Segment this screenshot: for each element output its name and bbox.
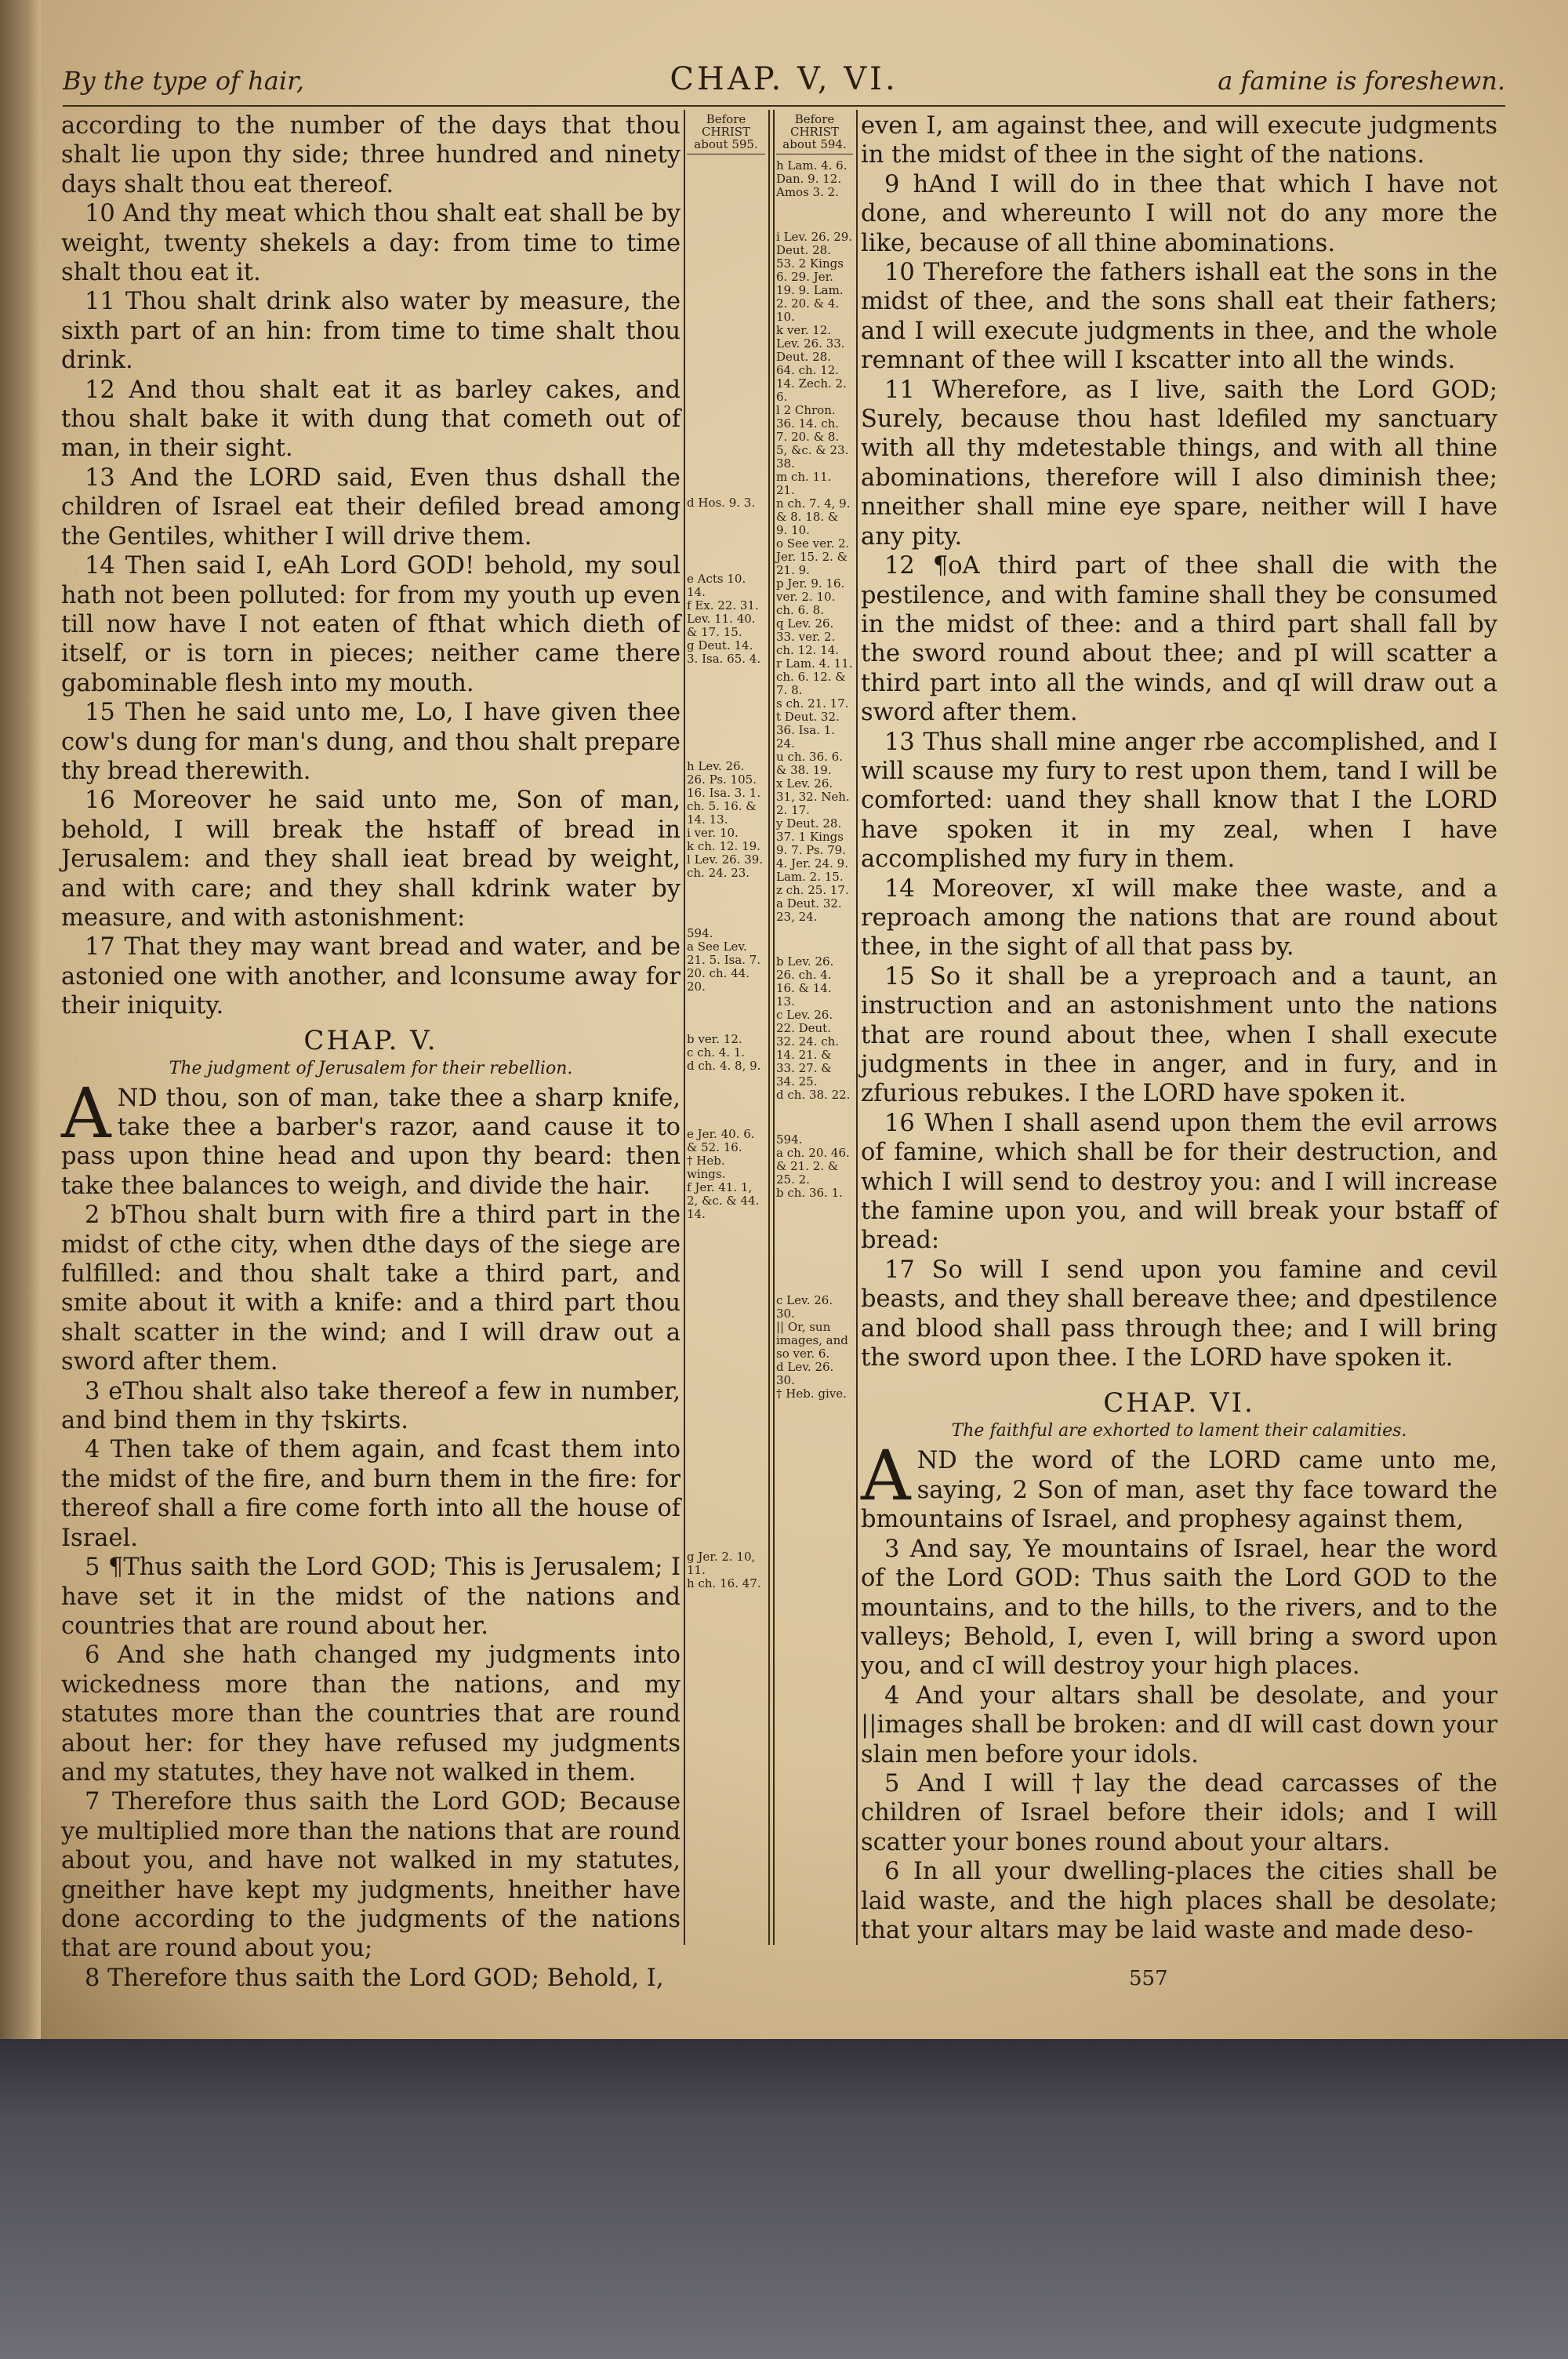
verse: even I, am against thee, and will execute judgments in the midst of thee in the sight of the nations. xyxy=(861,112,1497,169)
margin-head: Before CHRIST about 594. xyxy=(776,113,853,154)
reference: l Lev. 26. 39. ch. 24. 23. xyxy=(687,852,764,880)
verse: 11 Thou shalt drink also water by measure, the sixth part of an hin: from time to time shalt thou drink. xyxy=(61,288,681,375)
verse: 15 Then he said unto me, Lo, I have given thee cow's dung for man's dung, and thou shalt prepare thy bread therewith. xyxy=(61,699,681,785)
reference: † Heb. give. xyxy=(776,1387,847,1401)
verse: 12 And thou shalt eat it as barley cakes, and thou shalt bake it with dung that cometh out of man, in their sight. xyxy=(61,376,681,463)
reference: d ch. 4. 8, 9. xyxy=(687,1059,761,1073)
reference: k ch. 12. 19. xyxy=(687,839,760,853)
reference: b ch. 36. 1. xyxy=(776,1186,843,1200)
verse: 16 Moreover he said unto me, Son of man, behold, I will break the hstaff of bread in Jerusalem: and they shall ieat bread by weight, and with care; and they shall kdrink water by measure, and with astonishment: xyxy=(61,787,681,932)
verse: 6 In all your dwelling-places the cities shall be laid waste, and the high places shall be desolate; that your altars may be laid waste and made deso- xyxy=(861,1858,1497,1944)
margin-head: Before CHRIST about 595. xyxy=(687,113,765,154)
reference: k ver. 12. Lev. 26. 33. Deut. 28. 64. ch. 12. 14. Zech. 2. 6. xyxy=(776,323,847,404)
reference: t Deut. 32. 36. Isa. 1. 24. xyxy=(776,710,840,751)
reference: n ch. 7. 4, 9. & 8. 18. & 9. 10. xyxy=(776,496,851,537)
reference: b ver. 12. xyxy=(687,1032,742,1046)
verse: ND the word of the LORD came unto me, saying, 2 Son of man, aset thy face toward the bmountains of Israel, and prophesy against them, xyxy=(861,1447,1497,1534)
reference: u ch. 36. 6. & 38. 19. xyxy=(776,750,843,777)
chapter-heading: CHAP. V. xyxy=(303,1024,438,1056)
reference: c ch. 4. 1. xyxy=(687,1045,746,1060)
reference: y Deut. 28. 37. 1 Kings 9. 7. Ps. 79. 4. Jer. 24. 9. Lam. 2. 15. xyxy=(776,816,848,884)
verse: 17 That they may want bread and water, and be astonied one with another, and lconsume away for their iniquity. xyxy=(61,933,681,1020)
running-header xyxy=(63,61,1505,100)
verse: 5 ¶Thus saith the Lord GOD; This is Jerusalem; I have set it in the midst of the nations and countries that are round about her. xyxy=(61,1554,681,1640)
chapter-heading: CHAP. VI. xyxy=(1103,1387,1255,1419)
reference: q Lev. 26. 33. ver. 2. ch. 12. 14. xyxy=(776,616,840,657)
background-surface xyxy=(0,2039,1568,2359)
reference: e Acts 10. 14. xyxy=(687,572,746,599)
verse: 14 Moreover, xI will make thee waste, and a reproach among the nations that are round about thee, in the sight of all that pass by. xyxy=(861,874,1497,961)
reference: i ver. 10. xyxy=(687,826,739,840)
reference: d Lev. 26. 30. xyxy=(776,1360,834,1387)
drop-cap: A xyxy=(61,1072,111,1154)
chapter-summary: The faithful are exhorted to lament their calamities. xyxy=(951,1421,1407,1441)
verse: 10 And thy meat which thou shalt eat shall be by weight, twenty shekels a day: from time to time shalt thou eat it. xyxy=(61,200,681,287)
page-gutter xyxy=(0,0,41,2039)
reference: a ch. 20. 46. & 21. 2. & 25. 2. xyxy=(776,1146,850,1187)
reference: 594. xyxy=(687,926,713,940)
margin-rule-mid-a xyxy=(768,110,770,1945)
verse: 4 And your altars shall be desolate, and your ||images shall be broken: and dI will cast down your slain men before your idols. xyxy=(861,1681,1497,1768)
page-number: 557 xyxy=(1129,1967,1168,1990)
verse: 16 When I shall asend upon them the evil arrows of famine, which shall be for their destruction, and which I will send to destroy you: and I will increase the famine upon you, and will break your bstaff of bread: xyxy=(861,1109,1497,1255)
reference: m ch. 11. 21. xyxy=(776,470,832,497)
margin-references-right xyxy=(776,113,853,1401)
verse: ND thou, son of man, take thee a sharp knife, take thee a barber's razor, aand cause it to pass upon thine head and upon thy beard: then take thee balances to weigh, and divide the hair. xyxy=(61,1084,681,1200)
reference: h Lam. 4. 6. Dan. 9. 12. Amos 3. 2. xyxy=(776,158,848,199)
reference: x Lev. 26. 31, 32. Neh. 2. 17. xyxy=(776,776,850,817)
reference: † Heb. wings. xyxy=(687,1154,726,1181)
verse: 14 Then said I, eAh Lord GOD! behold, my soul hath not been polluted: for from my youth up even till now have I not eaten of fthat which dieth of itself, or is torn in pieces; neither came there gabominable flesh into my mouth. xyxy=(61,552,681,697)
left-column xyxy=(61,111,681,1993)
reference: s ch. 21. 17. xyxy=(776,696,849,711)
reference: o See ver. 2. Jer. 15. 2. & 21. 9. xyxy=(776,536,850,577)
verse: 9 hAnd I will do in thee that which I have not done, and whereunto I will not do any more the like, because of all thine abominations. xyxy=(861,170,1497,257)
header-chapter: CHAP. V, VI. xyxy=(670,61,898,97)
right-column xyxy=(861,111,1497,1945)
reference: l 2 Chron. 36. 14. ch. 7. 20. & 8. 5, &c. & 23. 38. xyxy=(776,403,849,471)
reference: h Lev. 26. 26. Ps. 105. 16. Isa. 3. 1. ch. 5. 16. & 14. 13. xyxy=(687,759,761,827)
verse: 11 Wherefore, as I live, saith the Lord GOD; Surely, because thou hast ldefiled my sanctuary with all thy mdetestable things, and with all thine abominations, therefore will I also diminish thee; nneither shall mine eye spare, neither will I have any pity. xyxy=(861,376,1497,551)
reference: i Lev. 26. 29. Deut. 28. 53. 2 Kings 6. 29. Jer. 19. 9. Lam. 2. 20. & 4. 10. xyxy=(776,230,853,324)
reference: d Hos. 9. 3. xyxy=(687,496,756,510)
reference: h ch. 16. 47. xyxy=(687,1576,761,1590)
header-right: a famine is foreshewn. xyxy=(1218,66,1505,96)
verse: 13 And the LORD said, Even thus dshall the children of Israel eat their defiled bread among the Gentiles, whither I will drive them. xyxy=(61,463,681,551)
header-left: By the type of hair, xyxy=(63,66,305,96)
reference: d ch. 38. 22. xyxy=(776,1088,851,1102)
verse: 12 ¶oA third part of thee shall die with the pestilence, and with famine shall they be consumed in the midst of thee: and a third part shall fall by the sword round about thee; and pI will scatter a third part into all the winds, and qI will draw out a sword after them. xyxy=(861,552,1497,727)
verse: 2 bThou shalt burn with fire a third part in the midst of cthe city, when dthe days of the siege are fulfilled: and thou shalt take a third part, and smite about it with a knife: and a third part thou shalt scatter in the wind; and I will draw out a sword after them. xyxy=(61,1201,681,1376)
margin-rule-left xyxy=(684,110,685,1945)
reference: f Jer. 41. 1, 2, &c. & 44. 14. xyxy=(687,1180,760,1221)
reference: a Deut. 32. 23, 24. xyxy=(776,896,842,924)
verse: 6 And she hath changed my judgments into wickedness more than the nations, and my statutes more than the countries that are round about her: for they have refused my judgments and my statutes, they have not walked in them. xyxy=(61,1641,681,1787)
drop-cap: A xyxy=(861,1435,911,1517)
verse: 17 So will I send upon you famine and cevil beasts, and they shall bereave thee; and dpestilence and blood shall pass through thee; and I will bring the sword upon thee. I the LORD have spoken it. xyxy=(861,1256,1497,1372)
reference: a See Lev. 21. 5. Isa. 7. 20. ch. 44. 20. xyxy=(687,940,761,994)
chapter-summary: The judgment of Jerusalem for their rebellion. xyxy=(169,1058,573,1078)
verse: 5 And I will †lay the dead carcasses of the children of Israel before their idols; and I will scatter your bones round about your altars. xyxy=(861,1769,1497,1856)
reference: || Or, sun images, and so ver. 6. xyxy=(776,1320,848,1361)
verse: according to the number of the days that thou shalt lie upon thy side; three hundred and ninety days shalt thou eat thereof. xyxy=(61,112,681,198)
reference: g Jer. 2. 10, 11. xyxy=(687,1550,756,1577)
margin-rule-right xyxy=(856,110,858,1945)
margin-references-left xyxy=(687,113,765,1590)
verse: 3 eThou shalt also take thereof a few in number, and bind them in thy †skirts. xyxy=(61,1377,681,1435)
verse: 10 Therefore the fathers ishall eat the sons in the midst of thee, and the sons shall eat their fathers; and I will execute judgments in thee, and the whole remnant of thee will I kscatter into all the winds. xyxy=(861,259,1497,375)
reference: 594. xyxy=(776,1132,803,1147)
margin-rule-mid-b xyxy=(773,110,775,1945)
reference: r Lam. 4. 11. ch. 6. 12. & 7. 8. xyxy=(776,656,853,697)
reference: p Jer. 9. 16. ver. 2. 10. ch. 6. 8. xyxy=(776,576,845,617)
reference: c Lev. 26. 30. xyxy=(776,1293,833,1321)
verse: 4 Then take of them again, and fcast them into the midst of the fire, and burn them in the fire: for thereof shall a fire come forth into all the house of Israel. xyxy=(61,1436,681,1552)
verse: 13 Thus shall mine anger rbe accomplished, and I will scause my fury to rest upon them, tand I will be comforted: uand they shall know that I the LORD have spoken it in my zeal, when I have accomplished my fury in them. xyxy=(861,728,1497,874)
verse: 8 Therefore thus saith the Lord GOD; Behold, I, xyxy=(85,1964,664,1992)
reference: g Deut. 14. 3. Isa. 65. 4. xyxy=(687,638,761,666)
verse: 15 So it shall be a yreproach and a taunt, an instruction and an astonishment unto the nations that are round about thee, when I shall execute judgments in thee in anger, and in fury, and in zfurious rebukes. I the LORD have spoken it. xyxy=(861,962,1497,1108)
reference: c Lev. 26. 22. Deut. 32. 24. ch. 14. 21. & 33. 27. & 34. 25. xyxy=(776,1008,840,1089)
verse: 3 And say, Ye mountains of Israel, hear the word of the Lord GOD: Thus saith the Lord GOD to the mountains, and to the hills, to the rivers, and to the valleys; Behold, I, even I, will bring a sword upon you, and cI will destroy your high places. xyxy=(861,1535,1497,1681)
reference: z ch. 25. 17. xyxy=(776,883,849,897)
reference: f Ex. 22. 31. Lev. 11. 40. & 17. 15. xyxy=(687,598,759,639)
header-rule xyxy=(63,105,1505,107)
verse: 7 Therefore thus saith the Lord GOD; Because ye multiplied more than the nations that are round about you, and have not walked in my statutes, gneither have kept my judgments, hneither have done according to the judgments of the nations that are round about you; xyxy=(61,1788,681,1963)
reference: e Jer. 40. 6. & 52. 16. xyxy=(687,1127,755,1154)
reference: b Lev. 26. 26. ch. 4. 16. & 14. 13. xyxy=(776,954,834,1009)
